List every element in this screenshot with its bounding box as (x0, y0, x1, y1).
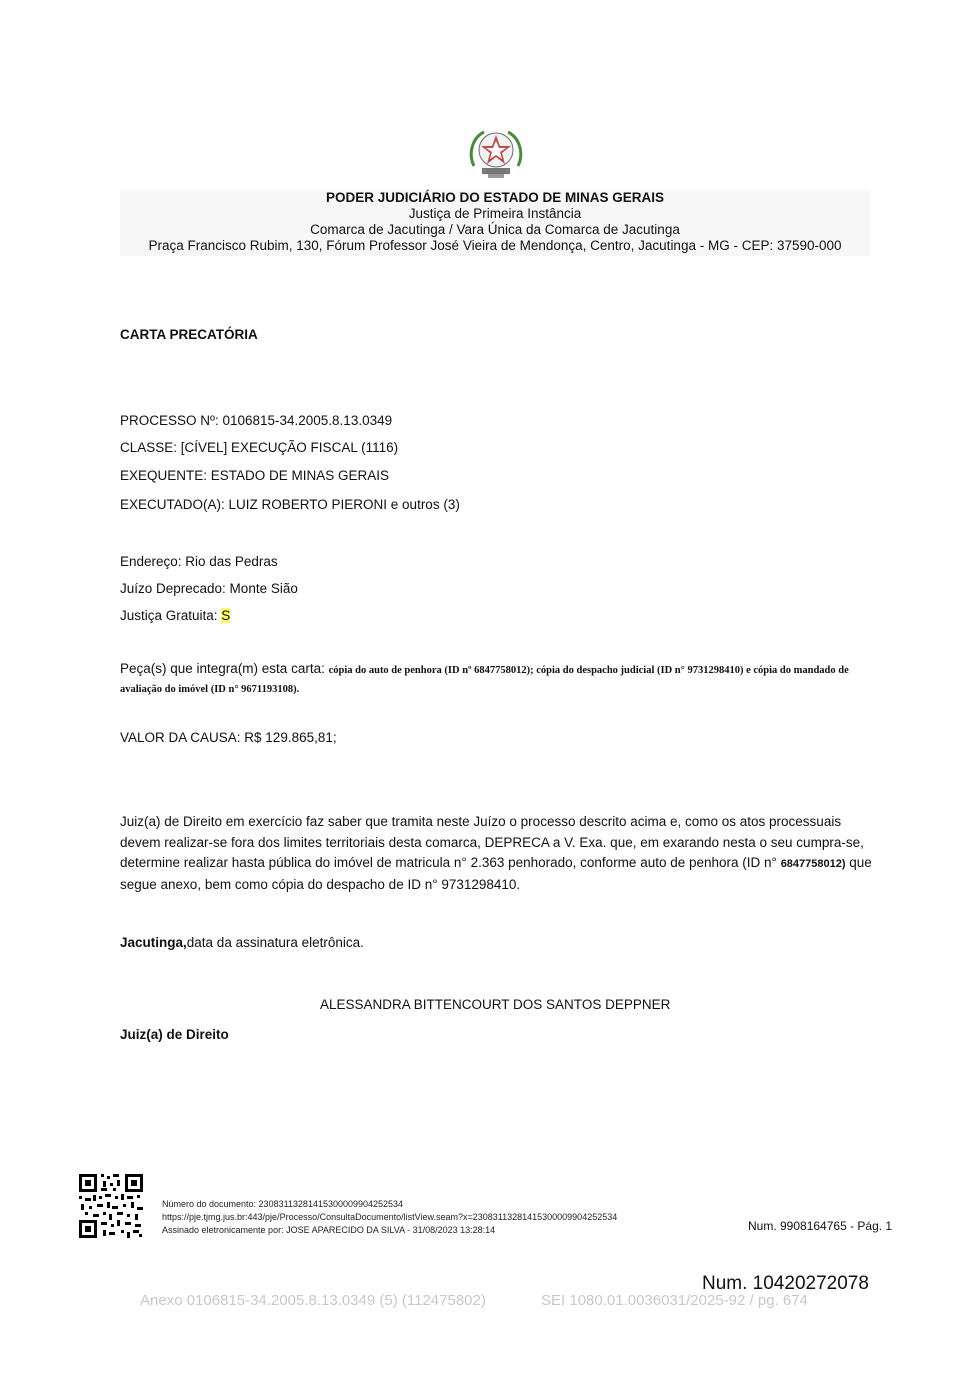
court-name: PODER JUDICIÁRIO DO ESTADO DE MINAS GERAIS (325, 190, 665, 205)
court-instance: Justiça de Primeira Instância (408, 206, 582, 221)
attached-pieces (120, 660, 870, 698)
footer-metadata (162, 1198, 617, 1237)
place-city: Jacutinga, (120, 935, 187, 950)
document-num: Num. 10420272078 (702, 1273, 869, 1294)
court-address: Praça Francisco Rubim, 130, Fórum Professor José Vieira de Mendonça, Centro, Jacutinga - MG - CEP: 37590-000 (148, 238, 842, 253)
sei-watermark: SEI 1080.01.0036031/2025-92 / pg. 674 (541, 1292, 808, 1309)
case-class: CLASSE: [CÍVEL] EXECUÇÃO FISCAL (1116) (120, 440, 399, 455)
court-district: Comarca de Jacutinga / Vara Única da Comarca de Jacutinga (310, 222, 680, 237)
claim-value: VALOR DA CAUSA: R$ 129.865,81; (120, 730, 337, 745)
body-part-2: que segue anexo, bem como cópia do despacho de ID n° 9731298410. (120, 855, 872, 892)
defendant: EXECUTADO(A): LUIZ ROBERTO PIERONI e outros (3) (120, 497, 460, 512)
page-number: Num. 9908164765 - Pág. 1 (748, 1219, 893, 1233)
free-justice (120, 608, 230, 623)
footer-url: https://pje.tjmg.jus.br:443/pje/Processo/ConsultaDocumento/listView.seam?x=23083113281415300009904252534 (162, 1212, 618, 1222)
signer-role: Juiz(a) de Direito (120, 1027, 229, 1042)
pieces-text: cópia do auto de penhora (ID nº 6847758012); cópia do despacho judicial (ID n° 9731298410) e cópia do mandado de avaliação do imóvel (ID n° 9671193108). (120, 665, 849, 695)
footer-signed-by: Assinado eletronicamente por: JOSE APARECIDO DA SILVA - 31/08/2023 13:28:14 (162, 1225, 496, 1235)
body-part-1: Juiz(a) de Direito em exercício faz saber que tramita neste Juízo o processo descrito acima e, como os atos processuais devem realizar-se fora dos limites territoriais desta comarca, DEPRECA a V. Exa. que, em exarando nesta o seu cumpra-se, determine realizar hasta pública do imóvel de matricula n° 2.363 penhorado, conforme auto de penhora (ID n° (120, 814, 864, 870)
qr-code (79, 1174, 143, 1238)
place-text: data da assinatura eletrônica. (186, 935, 364, 950)
free-justice-value: S (221, 608, 231, 623)
court-header (120, 190, 870, 256)
signer-name: ALESSANDRA BITTENCOURT DOS SANTOS DEPPNER (320, 997, 671, 1012)
body-id-bold: 6847758012) (780, 858, 846, 870)
free-justice-label: Justiça Gratuita: (120, 608, 222, 623)
pieces-label: Peça(s) que integra(m) esta carta: (120, 661, 329, 676)
address-field: Endereço: Rio das Pedras (120, 554, 278, 569)
document-title: CARTA PRECATÓRIA (120, 327, 258, 342)
court-requested: Juízo Deprecado: Monte Sião (120, 581, 298, 596)
body-paragraph (120, 812, 872, 895)
coat-of-arms-seal (466, 126, 526, 180)
footer-doc-number: Número do documento: 23083113281415300009904252534 (162, 1199, 404, 1209)
plaintiff: EXEQUENTE: ESTADO DE MINAS GERAIS (120, 468, 390, 483)
process-number: PROCESSO Nº: 0106815-34.2005.8.13.0349 (120, 413, 393, 428)
annex-watermark: Anexo 0106815-34.2005.8.13.0349 (5) (112475802) (140, 1292, 486, 1309)
place-date (120, 935, 364, 950)
